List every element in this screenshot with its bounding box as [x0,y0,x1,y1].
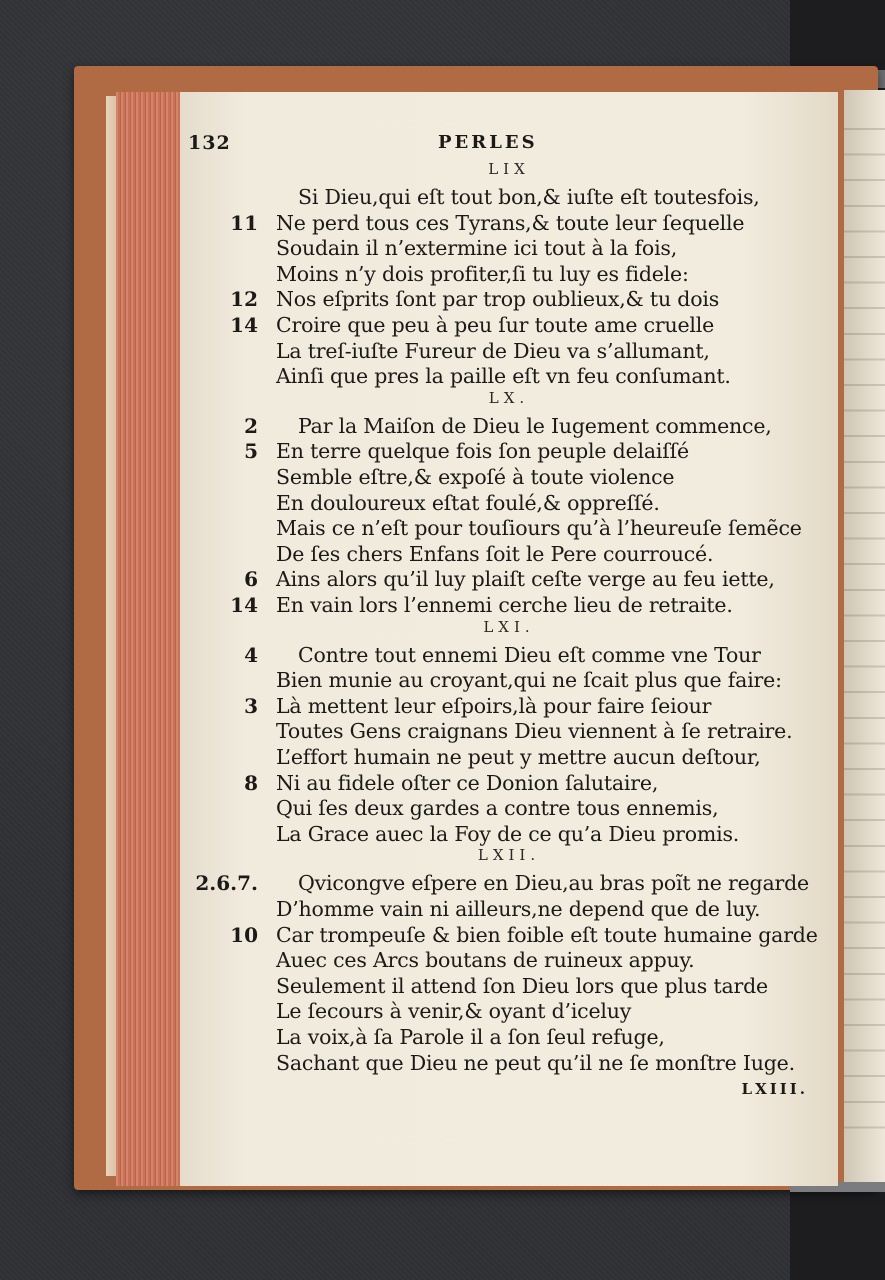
verse-text: Car trompeuſe & bien foible eſt toute humaine garde [276,922,818,947]
verse-line [180,998,838,1024]
verse-reference: 14 [230,593,258,617]
verse-text: Ains alors qu’il luy plaiſt ceſte verge au feu iette, [276,567,775,592]
verse-text: Ainſi que pres la paille eſt vn feu conſumant. [276,364,731,389]
verse-line [180,286,838,312]
verse-line [180,413,838,439]
verse-text: Sachant que Dieu ne peut qu’il ne ſe monſtre Iuge. [276,1050,795,1075]
verse-line [180,1050,838,1076]
verse-text: En terre quelque fois ſon peuple delaiſſé [276,439,689,464]
verse-reference: 11 [230,210,258,235]
verse-text: Par la Maiſon de Dieu le Iugement commence, [298,413,772,438]
verse-reference: 4 [244,642,258,667]
running-title: PERLES [438,132,538,153]
verse-line [180,541,838,567]
verse-reference: 14 [230,313,258,337]
verse-line [180,235,838,261]
verse-line [180,947,838,973]
verse-text: En douloureux eſtat foulé,& oppreſſé. [276,490,660,515]
verse-reference: 5 [244,439,258,464]
verse-text: Qvicongve eſpere en Dieu,au bras poĩt ne regarde [298,871,809,896]
verse-line [180,566,838,592]
verse-text: Nos eſprits ſont par trop oublieux,& tu dois [276,287,720,312]
verse-text: Contre tout ennemi Dieu eſt comme vne Tour [298,642,761,667]
verse-reference: 3 [244,693,258,718]
verse-line [180,1024,838,1050]
verse-text: Auec ces Arcs boutans de ruineux appuy. [276,948,695,973]
verse-text: La voix,à ſa Parole il a ſon ſeul refuge, [276,1025,665,1049]
verse-line [180,922,838,948]
verse-text: La treſ-iuſte Fureur de Dieu va s’allumant, [276,338,710,363]
verse-line [180,490,838,516]
verse-text: D’homme vain ni ailleurs,ne depend que de luy. [276,897,761,921]
verse-reference: 10 [230,922,258,947]
verse-reference: 6 [244,567,258,592]
verse-text: De ſes chers Enfans ſoit le Pere courroucé. [276,541,714,566]
verse-line [180,438,838,464]
section-heading: LIX [488,160,530,178]
facing-page [844,90,885,1186]
verse-text: Mais ce n’eſt pour touſiours qu’à l’heureuſe ſemẽce [276,516,802,541]
section-heading: LX. [488,388,530,407]
verse-line [180,744,838,770]
catchword: LXIII. [741,1080,808,1098]
verse-line [180,718,838,744]
verse-text: Toutes Gens craignans Dieu viennent à ſe retraire. [276,719,793,744]
verse-text: Seulement il attend ſon Dieu lors que plus tarde [276,973,768,998]
facing-page-text-ghost [844,110,885,1150]
verse-line [180,770,838,796]
verse-line [180,210,838,236]
verse-line [180,184,838,210]
verse-text: Si Dieu,qui eſt tout bon,& iuſte eſt toutesfois, [298,185,760,209]
verse-line [180,973,838,999]
verse-line [180,464,838,490]
verse-line [180,821,838,847]
page-number: 132 [188,132,231,154]
verse-line [180,312,838,338]
verse-line [180,363,838,389]
verse-reference: 8 [244,770,258,795]
verse-line [180,642,838,668]
verse-text: Soudain il n’extermine ici tout à la fois, [276,236,678,261]
verse-text: Le ſecours à venir,& oyant d’iceluy [276,999,632,1024]
verse-line [180,896,838,922]
verse-line [180,870,838,896]
verse-line [180,261,838,287]
verse-text: La Grace auec la Foy de ce qu’a Dieu promis. [276,821,740,846]
book-page [180,92,838,1186]
verse-line [180,667,838,693]
verse-reference: 2.6.7. [195,871,258,896]
verse-reference: 2 [244,413,258,438]
verse-text: Ni au fidele oſter ce Donion ſalutaire, [276,770,659,795]
verse-text: Croire que peu à peu ſur toute ame cruelle [276,313,715,337]
verse-text: Ne perd tous ces Tyrans,& toute leur ſequelle [276,210,745,235]
verse-text: En vain lors l’ennemi cerche lieu de retraite. [276,593,733,617]
verse-reference: 12 [230,287,258,312]
page-header [180,132,838,158]
verse-text: Moins n’y dois profiter,ſi tu luy es fidele: [276,261,689,286]
verse-text: Qui ſes deux gardes a contre tous ennemis, [276,796,719,821]
verse-line [180,795,838,821]
verse-text: L’effort humain ne peut y mettre aucun deſtour, [276,745,761,769]
verse-line [180,338,838,364]
page-edges [116,92,184,1186]
verse-line [180,515,838,541]
verse-text: Bien munie au croyant,qui ne ſcait plus que faire: [276,668,782,693]
verse-line [180,693,838,719]
section-heading: LXI. [483,617,535,636]
section-heading: LXII. [477,846,541,865]
verse-text: Là mettent leur eſpoirs,là pour faire ſeiour [276,693,712,718]
verse-text: Semble eſtre,& expoſé à toute violence [276,465,675,489]
verse-line [180,592,838,618]
